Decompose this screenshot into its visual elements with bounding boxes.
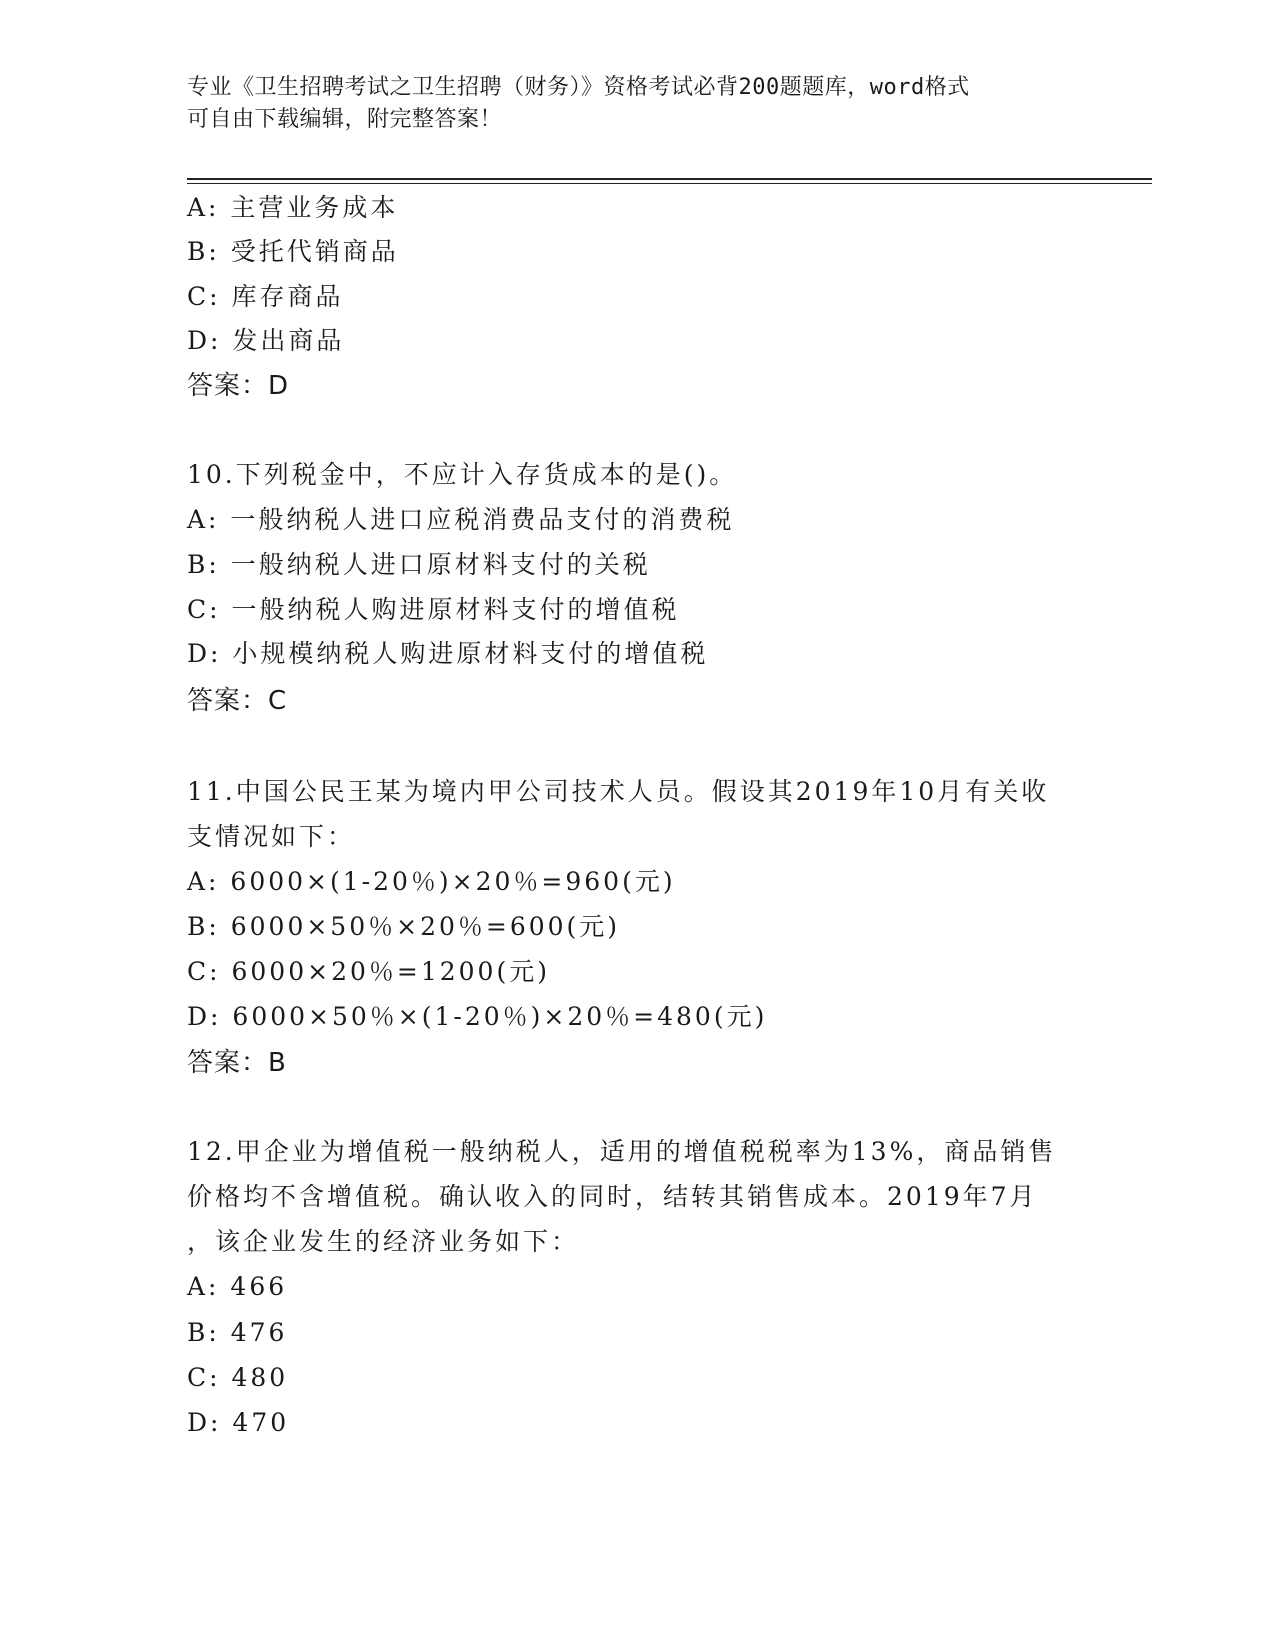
q12-stem-line-1: 12.甲企业为增值税一般纳税人，适用的增值税税率为13%，商品销售: [187, 1137, 1057, 1166]
header-line-2: 可自由下载编辑，附完整答案！: [187, 107, 503, 132]
q10-option-c: C: 一般纳税人购进原材料支付的增值税: [187, 595, 680, 624]
q11-stem-line-1: 11.中国公民王某为境内甲公司技术人员。假设其2019年10月有关收: [187, 777, 1050, 806]
q12-stem-line-2: 价格均不含增值税。确认收入的同时，结转其销售成本。2019年7月: [187, 1182, 1038, 1211]
q11-stem-line-2: 支情况如下：: [187, 822, 356, 851]
header-line-1: 专业《卫生招聘考试之卫生招聘（财务）》资格考试必背200题题库，word格式: [187, 75, 970, 100]
q9-option-b: B: 受托代销商品: [187, 237, 399, 266]
q11-option-c: C: 6000×20％=1200(元): [187, 957, 550, 986]
document-header: [187, 72, 1067, 136]
header-divider-thin: [187, 183, 1152, 184]
q12-option-c: C: 480: [187, 1363, 289, 1392]
q10-option-d: D: 小规模纳税人购进原材料支付的增值税: [187, 639, 709, 668]
header-divider-thick: [187, 178, 1152, 180]
q11-option-d: D: 6000×50％×(1-20％)×20％=480(元): [187, 1002, 768, 1031]
q12-option-a: A: 466: [187, 1272, 288, 1301]
q10-option-a: A: 一般纳税人进口应税消费品支付的消费税: [187, 505, 735, 534]
q12-option-d: D: 470: [187, 1408, 290, 1437]
q9-option-d: D: 发出商品: [187, 326, 345, 355]
q10-answer: 答案：C: [187, 686, 288, 716]
q10-stem: 10.下列税金中，不应计入存货成本的是()。: [187, 460, 738, 489]
q9-answer: 答案：D: [187, 371, 290, 401]
q10-option-b: B: 一般纳税人进口原材料支付的关税: [187, 550, 651, 579]
q12-option-b: B: 476: [187, 1318, 288, 1347]
q9-option-a: A: 主营业务成本: [187, 193, 399, 222]
q11-option-a: A: 6000×(1-20％)×20％=960(元): [187, 867, 676, 896]
q11-answer: 答案：B: [187, 1048, 287, 1078]
q12-stem-line-3: ，该企业发生的经济业务如下：: [187, 1227, 580, 1256]
q9-option-c: C: 库存商品: [187, 282, 344, 311]
q11-option-b: B: 6000×50％×20％=600(元): [187, 912, 621, 941]
